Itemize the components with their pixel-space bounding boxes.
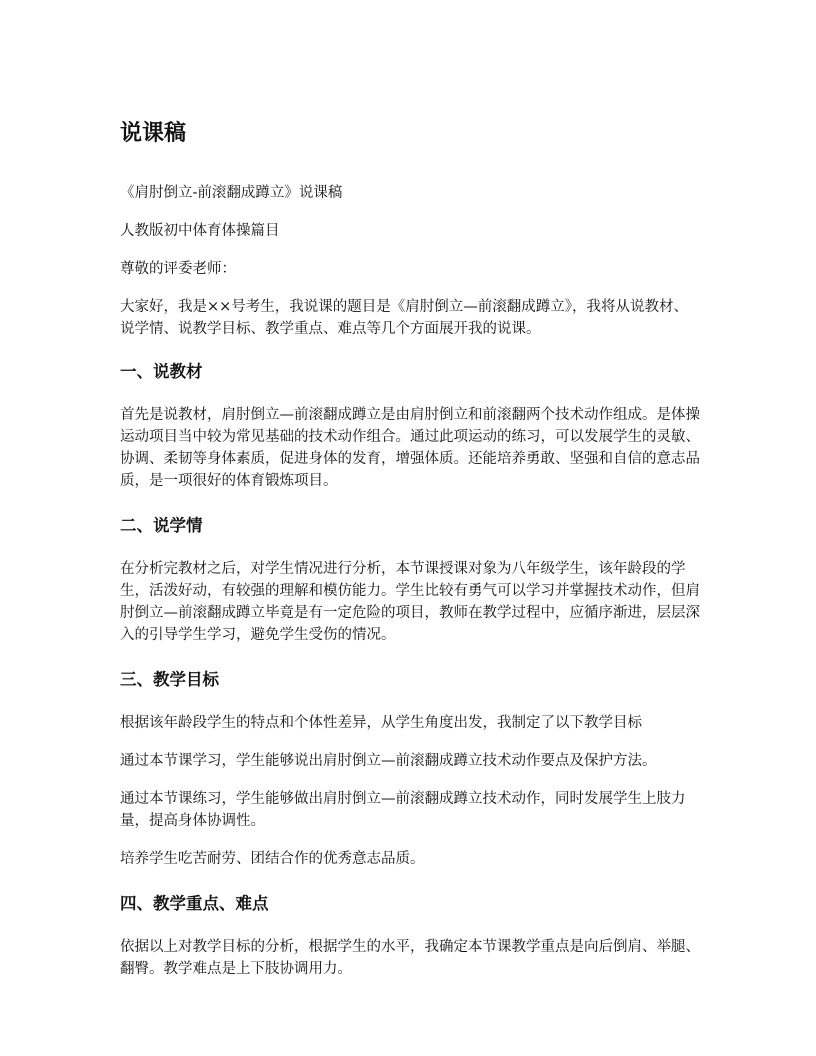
section-heading-key-points: 四、教学重点、难点 bbox=[120, 894, 269, 913]
document-title: 说课稿 bbox=[120, 121, 187, 146]
textbook-line: 人教版初中体育体操篇目 bbox=[120, 223, 280, 239]
section-paragraph: 首先是说教材，肩肘倒立—前滚翻成蹲立是由肩肘倒立和前滚翻两个技术动作组成。是体操运动项目当中较为常见基础的技术动作组合。通过此项运动的练习，可以发展学生的灵敏、协调、柔韧等身体素质，促进身体的发育，增强体质。还能培养勇敢、坚强和自信的意志品质，是一项很好的体育锻炼项目。 bbox=[120, 407, 700, 489]
section-paragraph: 在分析完教材之后，对学生情况进行分析，本节课授课对象为八年级学生，该年龄段的学生，活泼好动，有较强的理解和模仿能力。学生比较有勇气可以学习并掌握技术动作，但肩肘倒立—前滚翻成蹲立毕竟是有一定危险的项目，教师在教学过程中，应循序渐进，层层深入的引导学生学习，避免学生受伤的情况。 bbox=[120, 561, 700, 643]
opening-paragraph: 大家好，我是××号考生，我说课的题目是《肩肘倒立—前滚翻成蹲立》，我将从说教材、说学情、说教学目标、教学重点、难点等几个方面展开我的说课。 bbox=[120, 299, 689, 337]
section-paragraph: 通过本节课练习，学生能够做出肩肘倒立—前滚翻成蹲立技术动作，同时发展学生上肢力量，提高身体协调性。 bbox=[120, 791, 686, 829]
section-paragraph: 通过本节课学习，学生能够说出肩肘倒立—前滚翻成蹲立技术动作要点及保护方法。 bbox=[120, 753, 657, 769]
section-heading-objectives: 三、教学目标 bbox=[120, 670, 219, 689]
section-heading-textbook: 一、说教材 bbox=[120, 362, 203, 381]
section-heading-students: 二、说学情 bbox=[120, 516, 203, 535]
section-paragraph: 培养学生吃苦耐劳、团结合作的优秀意志品质。 bbox=[120, 851, 425, 867]
section-paragraph: 依据以上对教学目标的分析，根据学生的水平，我确定本节课教学重点是向后倒肩、举腿、翻臀。教学难点是上下肢协调用力。 bbox=[120, 939, 700, 977]
salutation-line: 尊敬的评委老师： bbox=[120, 261, 236, 277]
document-page bbox=[120, 118, 700, 996]
lesson-title-line: 《肩肘倒立-前滚翻成蹲立》说课稿 bbox=[120, 185, 343, 201]
section-paragraph: 根据该年龄段学生的特点和个体性差异，从学生角度出发，我制定了以下教学目标 bbox=[120, 715, 642, 731]
